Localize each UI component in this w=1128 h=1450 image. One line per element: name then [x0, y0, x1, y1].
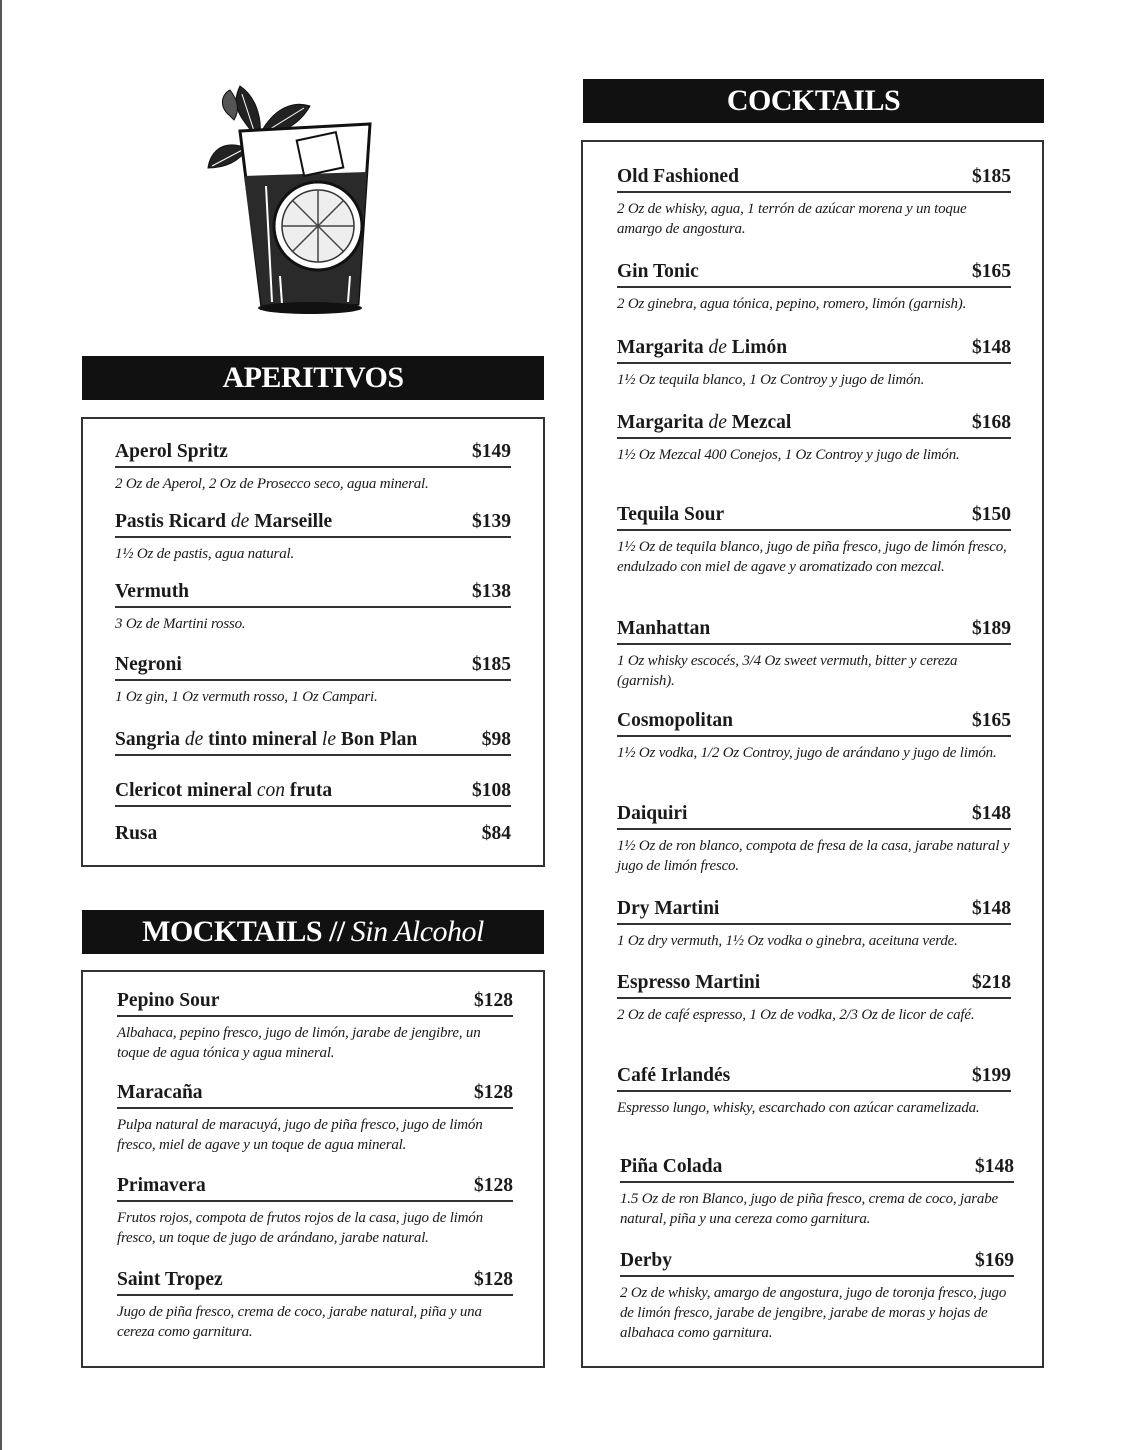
item-name: Gin Tonic — [617, 261, 699, 282]
item-description: 2 Oz de Aperol, 2 Oz de Prosecco seco, agua mineral. — [115, 476, 429, 492]
item-name: Old Fashioned — [617, 166, 739, 187]
menu-item — [117, 1082, 513, 1155]
item-description: Albahaca, pepino fresco, jugo de limón, jarabe de jengibre, un toque de agua tónica y agua mineral. — [117, 1025, 481, 1061]
item-description: 1 Oz gin, 1 Oz vermuth rosso, 1 Oz Campari. — [115, 689, 378, 705]
mocktails-box — [81, 970, 545, 1368]
item-price: $84 — [481, 823, 511, 844]
item-price: $148 — [972, 898, 1011, 919]
cocktails-title: COCKTAILS — [583, 79, 1044, 123]
item-description: Pulpa natural de maracuyá, jugo de piña fresco, jugo de limón fresco, miel de agave y un toque de agua mineral. — [117, 1117, 483, 1153]
item-name: Daiquiri — [617, 803, 688, 824]
item-name: Tequila Sour — [617, 504, 725, 525]
item-price: $98 — [481, 729, 511, 750]
menu-item — [617, 337, 1011, 390]
item-price: $218 — [972, 972, 1011, 993]
item-description: Frutos rojos, compota de frutos rojos de la casa, jugo de limón fresco, un toque de jugo de arándano, jarabe natural. — [117, 1210, 483, 1246]
aperitivos-title: APERITIVOS — [82, 356, 544, 400]
item-name: Vermuth — [115, 581, 190, 602]
item-name: Cosmopolitan — [617, 710, 733, 731]
item-description: 1½ Oz vodka, 1/2 Oz Controy, jugo de arándano y jugo de limón. — [617, 745, 997, 761]
item-description: 1½ Oz de tequila blanco, jugo de piña fresco, jugo de limón fresco, endulzado con miel de agave y aromatizado con mezcal. — [617, 539, 1007, 575]
item-description: 1½ Oz de ron blanco, compota de fresa de la casa, jarabe natural y jugo de limón fresco. — [617, 838, 1010, 874]
item-name: Pepino Sour — [117, 990, 220, 1011]
menu-item — [617, 1065, 1011, 1118]
item-description: Espresso lungo, whisky, escarchado con azúcar caramelizada. — [617, 1100, 980, 1116]
item-price: $185 — [972, 166, 1011, 187]
item-price: $185 — [472, 654, 511, 675]
item-price: $168 — [972, 412, 1011, 433]
menu-item — [117, 990, 513, 1063]
item-description: 3 Oz de Martini rosso. — [115, 616, 246, 632]
item-description: 1.5 Oz de ron Blanco, jugo de piña fresco, crema de coco, jarabe natural, piña y una cereza como garnitura. — [620, 1191, 998, 1227]
item-description: 1 Oz whisky escocés, 3/4 Oz sweet vermuth, bitter y cereza (garnish). — [617, 653, 958, 689]
item-description: 1½ Oz tequila blanco, 1 Oz Controy y jugo de limón. — [617, 372, 925, 388]
item-description: 2 Oz de whisky, agua, 1 terrón de azúcar morena y un toque amargo de angostura. — [617, 201, 967, 237]
menu-item — [117, 1269, 513, 1342]
item-name: Pastis Ricard de Marseille — [115, 511, 333, 532]
item-description: 1 Oz dry vermuth, 1½ Oz vodka o ginebra, aceituna verde. — [617, 933, 958, 949]
menu-item — [617, 803, 1011, 876]
item-name: Sangria de tinto mineral le Bon Plan — [115, 729, 418, 750]
item-price: $128 — [474, 990, 513, 1011]
item-price: $189 — [972, 618, 1011, 639]
item-name: Primavera — [117, 1175, 206, 1196]
item-price: $128 — [474, 1175, 513, 1196]
menu-item — [617, 972, 1011, 1025]
item-name: Negroni — [115, 654, 182, 675]
item-description: 2 Oz ginebra, agua tónica, pepino, romero, limón (garnish). — [617, 296, 967, 312]
menu-item — [620, 1156, 1014, 1229]
item-name: Maracaña — [117, 1082, 203, 1103]
item-price: $148 — [972, 803, 1011, 824]
item-name: Piña Colada — [620, 1156, 723, 1177]
menu-item — [115, 654, 511, 707]
menu-item — [617, 412, 1011, 465]
item-description: 2 Oz de whisky, amargo de angostura, jugo de toronja fresco, jugo de limón fresco, jarabe de jengibre, jarabe de moras y hojas de albahaca como garnitura. — [620, 1285, 1007, 1341]
item-price: $148 — [975, 1156, 1014, 1177]
item-price: $128 — [474, 1082, 513, 1103]
item-description: 2 Oz de café espresso, 1 Oz de vodka, 2/3 Oz de licor de café. — [617, 1007, 975, 1023]
menu-item — [617, 166, 1011, 239]
item-name: Dry Martini — [617, 898, 720, 919]
item-name: Manhattan — [617, 618, 711, 639]
menu-item — [617, 898, 1011, 951]
item-name: Clericot mineral con fruta — [115, 780, 333, 801]
item-price: $128 — [474, 1269, 513, 1290]
item-name: Derby — [620, 1250, 672, 1271]
item-price: $139 — [472, 511, 511, 532]
item-price: $165 — [972, 710, 1011, 731]
item-price: $165 — [972, 261, 1011, 282]
menu-item — [115, 511, 511, 564]
menu-item — [115, 441, 511, 494]
menu-item — [617, 618, 1011, 691]
item-description: Jugo de piña fresco, crema de coco, jarabe natural, piña y una cereza como garnitura. — [117, 1304, 482, 1340]
item-price: $169 — [975, 1250, 1014, 1271]
item-name: Saint Tropez — [117, 1269, 223, 1290]
item-description: 1½ Oz Mezcal 400 Conejos, 1 Oz Controy y jugo de limón. — [617, 447, 960, 463]
item-price: $148 — [972, 337, 1011, 358]
menu-item — [117, 1175, 513, 1248]
item-name: Margarita de Limón — [617, 337, 788, 358]
item-price: $150 — [972, 504, 1011, 525]
item-description: 1½ Oz de pastis, agua natural. — [115, 546, 295, 562]
item-name: Rusa — [115, 823, 158, 844]
item-price: $199 — [972, 1065, 1011, 1086]
menu-item — [617, 504, 1011, 577]
menu-item — [115, 729, 511, 756]
menu-item — [115, 823, 511, 848]
cocktail-glass-icon — [200, 76, 390, 316]
item-name: Café Irlandés — [617, 1065, 731, 1086]
menu-item — [617, 261, 1011, 314]
item-price: $149 — [472, 441, 511, 462]
item-name: Espresso Martini — [617, 972, 761, 993]
cocktails-box — [581, 140, 1044, 1368]
menu-item — [115, 780, 511, 807]
item-name: Aperol Spritz — [115, 441, 228, 462]
menu-item — [115, 581, 511, 634]
menu-item — [617, 710, 1011, 763]
item-name: Margarita de Mezcal — [617, 412, 792, 433]
item-price: $138 — [472, 581, 511, 602]
aperitivos-box — [81, 417, 545, 867]
item-price: $108 — [472, 780, 511, 801]
menu-item — [620, 1250, 1014, 1343]
mocktails-title: MOCKTAILS // Sin Alcohol — [82, 910, 544, 954]
